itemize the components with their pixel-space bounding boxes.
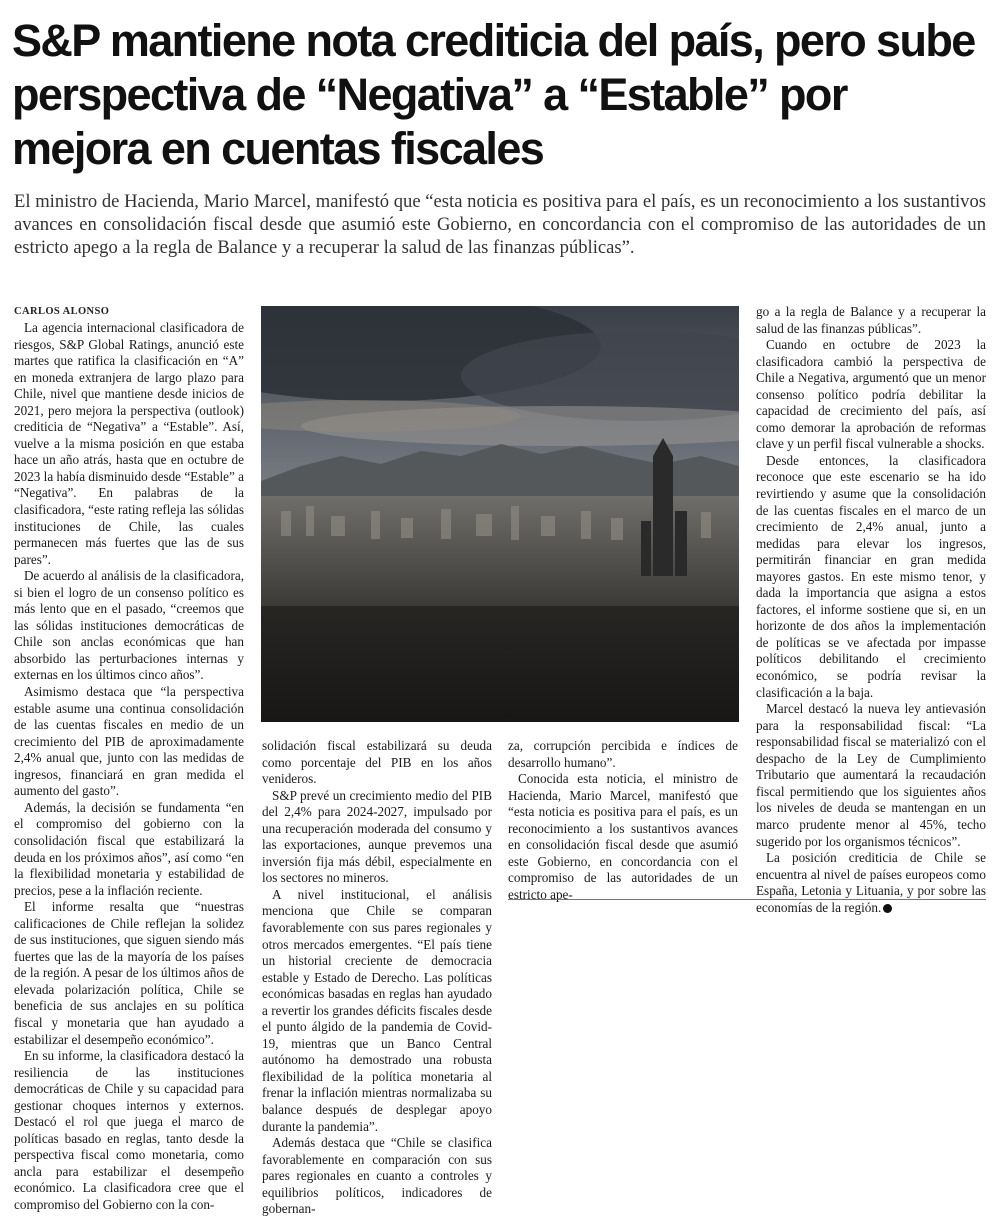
paragraph: S&P prevé un crecimiento medio del PIB del 2,4% para 2024-2027, impulsado por una recuperación moderada del consumo y las exportaciones, aunque prevemos una inversión fija más débil, especialmente en los sectores no mineros. <box>262 787 492 886</box>
column-4 <box>756 304 986 916</box>
headline: S&P mantiene nota crediticia del país, pero sube perspectiva de “Negativa” a “Estable” por mejora en cuentas fiscales <box>12 15 975 174</box>
paragraph: En su informe, la clasificadora destacó la resiliencia de las instituciones democráticas de Chile y su capacidad para gestionar choques internos y externos. Destacó el rol que juega el marco de políticas basado en reglas, tanto desde la perspectiva fiscal como monetaria, como ancla para estabilizar el desempeño económico. La clasificadora cree que el compromiso del Gobierno con la con- <box>14 1048 244 1212</box>
paragraph: go a la regla de Balance y a recuperar la salud de las finanzas públicas”. <box>756 304 986 336</box>
santiago-skyline-photo <box>261 306 739 722</box>
paragraph: solidación fiscal estabilizará su deuda como porcentaje del PIB en los años venideros. <box>262 738 492 787</box>
paragraph-text: La posición crediticia de Chile se encuentra al nivel de países europeos como España, Letonia y Lituania, y por sobre las economías de la región. <box>756 850 986 915</box>
column-3 <box>508 738 738 903</box>
paragraph: Asimismo destaca que “la perspectiva estable asume una continua consolidación de las cuentas fiscales en medio de un crecimiento del PIB de aproximadamente 2,4% anual que, junto con las medidas de ingresos, financiará en gran medida el aumento del gasto”. <box>14 684 244 799</box>
paragraph: El informe resalta que “nuestras calificaciones de Chile reflejan la solidez de sus instituciones, que siguen siendo más fuertes que las de la mayoría de los países de la región. A pesar de los últimos años de elevada polarización política, Chile se beneficia de sus anclajes en su política fiscal y monetaria que han ayudado a estabilizar el desempeño económico”. <box>14 899 244 1047</box>
paragraph: A nivel institucional, el análisis menciona que Chile se comparan favorablemente con sus pares regionales y otros mercados emergentes. “El país tiene un historial creciente de democracia estable y Estado de Derecho. Las políticas económicas basadas en reglas han ayudado a revertir los grandes déficits fiscales desde el punto álgido de la pandemia de Covid-19, mientras que un Banco Central autónomo ha demostrado una robusta flexibilidad de la política monetaria al frenar la inflación mientras normalizaba su balance después de desplegar apoyo durante la pandemia”. <box>262 886 492 1134</box>
column-1 <box>14 320 244 1214</box>
paragraph: Desde entonces, la clasificadora reconoce que este escenario se ha ido revirtiendo y asume que la consolidación de las cuentas fiscales en el marco de un crecimiento de 2,4% anual, junto a medidas para elevar los ingresos, permitirán financiar en gran medida mayores gastos. En este mismo tenor, y dada la importancia que asigna a estos factores, el informe sostiene que si, en un horizonte de dos años la implementación de políticas se ve afectada por impasse políticos debilitando el crecimiento económico, se podría revisar la clasificación a la baja. <box>756 452 986 700</box>
byline: CARLOS ALONSO <box>14 306 110 317</box>
photo-illustration <box>261 306 739 722</box>
paragraph <box>756 850 986 916</box>
column-2 <box>262 738 492 1218</box>
end-of-article-icon <box>883 904 892 913</box>
paragraph: Cuando en octubre de 2023 la clasificadora cambió la perspectiva de Chile a Negativa, argumentó que un menor consenso político podría debilitar la capacidad de crecimiento del país, así como demorar la aprobación de reformas clave y un perfil fiscal vulnerable a shocks. <box>756 337 986 452</box>
lead-paragraph: El ministro de Hacienda, Mario Marcel, manifestó que “esta noticia es positiva para el país, es un reconocimiento a los sustantivos avances en consolidación fiscal desde que asumió este Gobierno, en concordancia con el compromiso de las autoridades de un estricto apego a la regla de Balance y a recuperar la salud de las finanzas públicas”. <box>14 191 986 258</box>
paragraph: za, corrupción percibida e índices de desarrollo humano”. <box>508 738 738 770</box>
paragraph: Además, la decisión se fundamenta “en el compromiso del gobierno con la consolidación fiscal que estabilizará la deuda en los próximos años”, así como “en la flexibilidad monetaria y estabilidad de precios, pese a la inflación reciente. <box>14 799 244 898</box>
paragraph: La agencia internacional clasificadora de riesgos, S&P Global Ratings, anunció este martes que ratifica la clasificación en “A” en moneda extranjera de largo plazo para Chile, nivel que mantiene desde inicios de 2021, pero mejora la perspectiva (outlook) crediticia de “Negativa” a “Estable”. Así, vuelve a la misma posición en que estaba hace un año atrás, hasta que en octubre de 2023 la había disminuido desde “Estable” a “Negativa”. En palabras de la clasificadora, “este rating refleja las sólidas instituciones de Chile, las cuales permanecen más fuertes que las de sus pares”. <box>14 320 244 567</box>
paragraph: Además destaca que “Chile se clasifica favorablemente en comparación con sus pares regionales en cuanto a controles y equilibrios políticos, indicadores de gobernan- <box>262 1135 492 1217</box>
paragraph: Marcel destacó la nueva ley antievasión para la responsabilidad fiscal: “La responsabilidad fiscal se materializó con el despacho de la Ley de Cumplimiento Tributario que aumentará la recaudación fiscal permitiendo que los siguientes años los niveles de deuda se mantengan en un marco prudente menor al 45%, techo sugerido por los organismos técnicos”. <box>756 701 986 849</box>
paragraph: De acuerdo al análisis de la clasificadora, si bien el logro de un consenso político es más lento que en el pasado, “creemos que las sólidas instituciones democráticas de Chile son anclas económicas que han absorbido las perturbaciones internas y externas en los últimos cinco años”. <box>14 568 244 683</box>
paragraph: Conocida esta noticia, el ministro de Hacienda, Mario Marcel, manifestó que “esta noticia es positiva para el país, es un reconocimiento a los sustantivos avances en consolidación fiscal desde que asumió este Gobierno, en concordancia con el compromiso de las autoridades de un estricto ape- <box>508 771 738 902</box>
